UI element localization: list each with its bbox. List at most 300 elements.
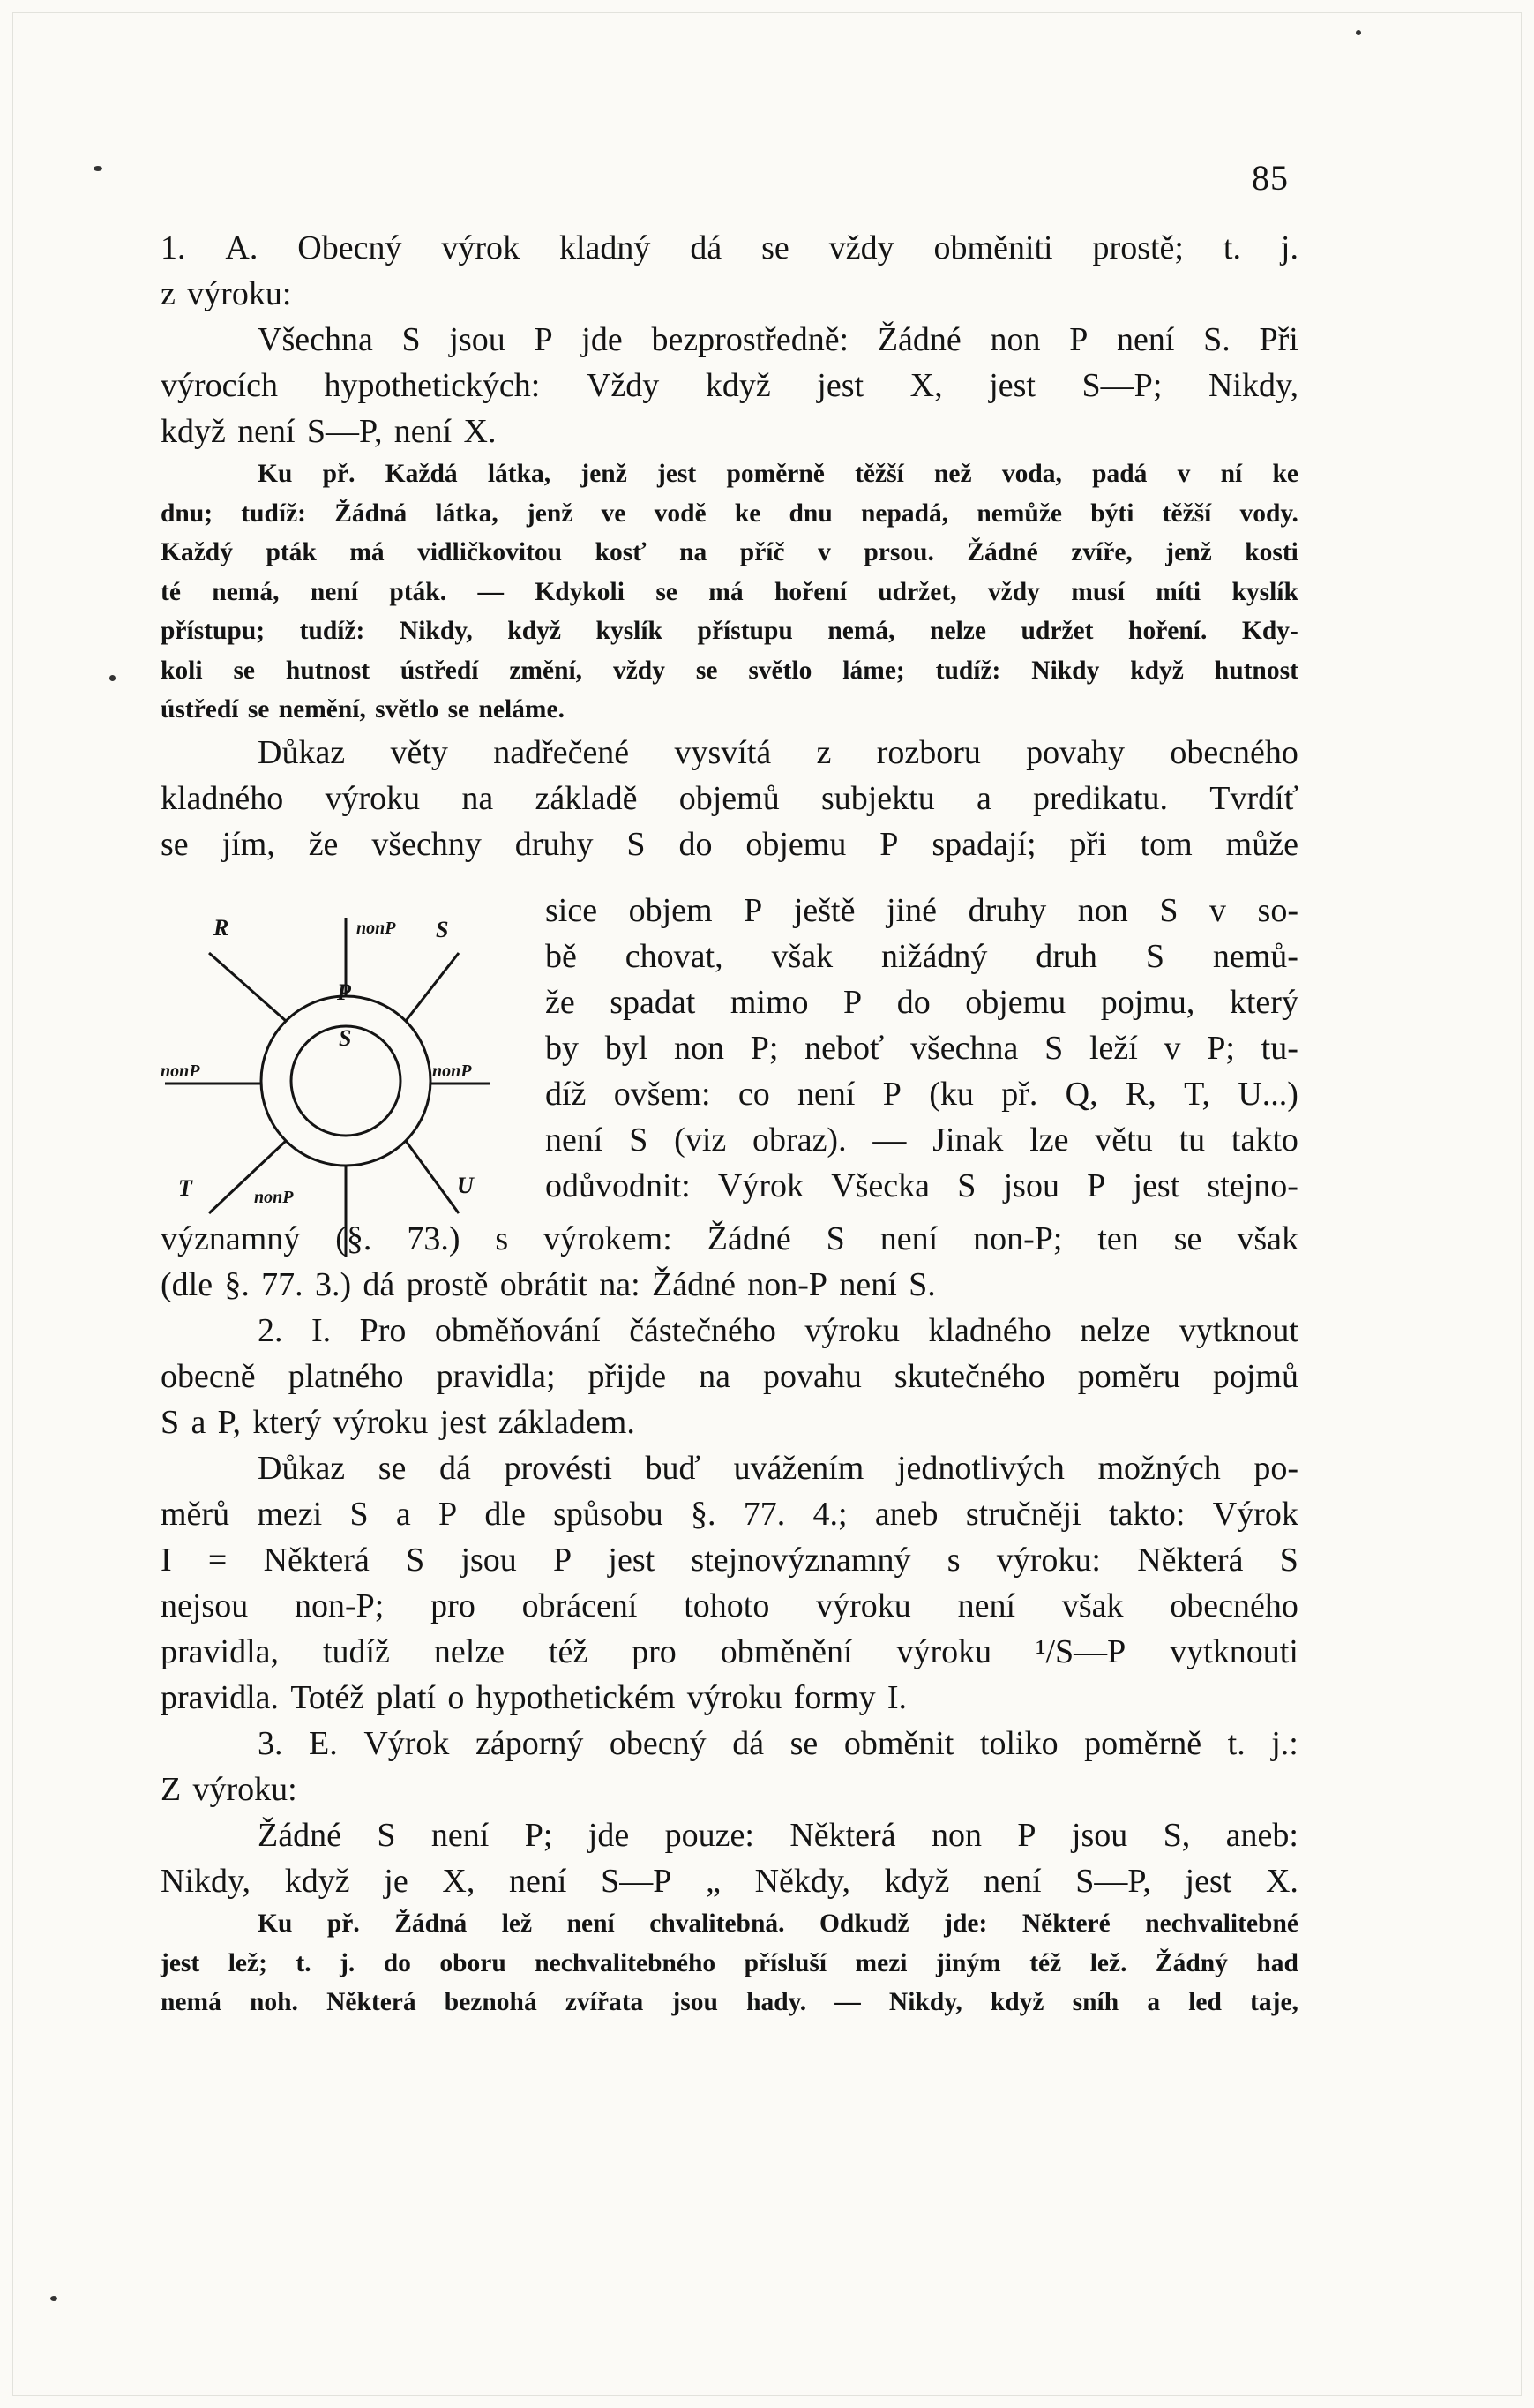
word: tudíž: [935,656,1001,685]
word: non-P [747,1266,828,1303]
word: platného [288,1358,404,1395]
word: v [1209,892,1226,929]
word: non [674,1030,724,1067]
text-line [161,1858,1298,1904]
label-s: S [339,1025,352,1051]
word: — [834,1988,861,2016]
word: nižádný [881,938,988,975]
word: obrátit [499,1266,587,1303]
word: jest [439,1404,487,1441]
right-column-line [545,1025,1298,1071]
word: obměňování [434,1312,601,1349]
word: a [191,1404,206,1441]
word: S [377,1817,396,1854]
word: výrok [441,229,520,266]
word: byl [604,1030,648,1067]
word: se [378,1450,407,1487]
word: těžší [855,460,904,488]
word: stejnovýznamný [691,1542,911,1579]
word: padá [1092,460,1148,488]
word: Důkaz [258,733,346,771]
word: povahu [762,1358,862,1395]
word: 1. [161,229,186,266]
text-line [161,1944,1298,1984]
word: — [872,1121,907,1159]
label-t: T [178,1175,192,1201]
word: P [1069,321,1089,358]
word: z [161,275,176,312]
word: Žádné [967,538,1038,566]
word: lež. [1089,1948,1127,1977]
word: Žádné [652,1266,736,1303]
right-column-line [545,979,1298,1025]
word: však [1061,1587,1124,1624]
text-line [161,494,1298,534]
word: není [1117,321,1175,358]
word: Výrok [1212,1496,1298,1533]
word: hoření. [1128,617,1208,645]
word: jest [608,1542,655,1579]
word: povahy [1026,733,1126,771]
word: pojmu, [1100,984,1195,1021]
word: př. [326,1909,360,1938]
word: dnu; [161,499,213,528]
word: Nikdy [1031,656,1100,685]
label-r: R [213,915,229,941]
label-p: P [337,979,351,1005]
print-speck [1356,30,1361,35]
word: 3. [258,1725,283,1762]
text-line [161,821,1298,867]
word: Nikdy, [399,617,473,645]
label-u: U [457,1173,474,1198]
label-nonp-right: nonP [432,1061,472,1081]
word: S—P; [1081,367,1163,404]
word: Jinak [932,1121,1004,1159]
word: objemu [745,825,847,863]
word: základě [535,779,638,817]
text-line [161,1583,1298,1629]
word: v [1164,1030,1181,1067]
word: vysvítá [674,733,772,771]
word: t. [296,1948,311,1977]
word: S [1044,1030,1064,1067]
word: Výrok [717,1167,804,1204]
word: jenž [1165,538,1212,566]
word: Pro [359,1312,407,1349]
right-column-line [545,1163,1298,1209]
word: základem. [498,1404,635,1441]
word: Některé [1021,1909,1111,1938]
word: není [509,1863,567,1900]
word: objem [628,892,713,929]
word: výroku [804,1312,900,1349]
word: měrů [161,1496,230,1533]
word: S [1279,1542,1298,1579]
word: též [1029,1948,1062,1977]
word: S [626,825,646,863]
word: částečného [629,1312,776,1349]
word: Někdy, [754,1863,850,1900]
word: když [705,367,771,404]
word: non [1077,892,1128,929]
word: není [545,1121,603,1159]
word: S [1145,938,1164,975]
word: na: [599,1266,640,1303]
word: bě [545,938,577,975]
word: Nikdy, [161,1863,251,1900]
word: jsou [460,1542,517,1579]
word: 4.; [812,1496,848,1533]
word: poměrně [726,460,825,488]
word: takto: [1108,1496,1186,1533]
word: — [477,577,504,606]
word: 73.) [407,1220,460,1257]
word: druh [1036,938,1097,975]
word: noh. [249,1988,298,2016]
word: který [1229,984,1298,1021]
text-line [161,730,1298,776]
word: a [395,1496,411,1533]
word: poměru [1077,1358,1180,1395]
text-line [161,690,1298,730]
word: P [879,825,899,863]
top-text-block [161,225,1298,867]
word: U...) [1238,1076,1298,1113]
right-column-line [545,888,1298,934]
word: kosti [1245,538,1298,566]
word: aneb [874,1496,939,1533]
word: §. [224,1266,250,1303]
word: Všecka [831,1167,931,1204]
word: Některá [1137,1542,1244,1579]
word: s [947,1542,961,1579]
word: Odkudž [819,1909,909,1938]
word: Obecný [297,229,402,266]
word: nemá [161,1988,221,2016]
word: když [990,1988,1044,2016]
word: 3.) [314,1266,352,1303]
word: mimo [730,984,809,1021]
word: kyslík [1231,577,1298,606]
word: tudíž [322,1633,390,1670]
word: Žádné [258,1817,341,1854]
word: není [797,1076,856,1113]
word: spadají; [932,825,1036,863]
label-s-top: S [436,917,449,942]
word: příč [739,538,785,566]
word: X. [1265,1863,1298,1900]
word: prostě; [1092,229,1184,266]
text-line [161,533,1298,573]
word: obecného [1170,1587,1298,1624]
word: pravidla; [436,1358,556,1395]
word: rozboru [876,733,981,771]
word: tom [1140,825,1193,863]
spoke-bottom-right [406,1141,459,1213]
word: ústředí [400,656,479,685]
word: co [737,1076,770,1113]
word: při [1069,825,1107,863]
word: poměrně [1084,1725,1202,1762]
word: stejno- [1207,1167,1298,1204]
word: věty [390,733,448,771]
word: X, [909,367,943,404]
word: není [393,413,453,450]
word: světlo [748,656,812,685]
text-line [161,776,1298,821]
word: výrocích [161,367,278,404]
word: dá [732,1725,765,1762]
word: P [553,1542,572,1579]
word: do [383,1948,411,1977]
word: na [699,1358,730,1395]
word: světlo [375,695,439,724]
word: P; [750,1030,779,1067]
word: S—P, [1075,1863,1151,1900]
word: P, [217,1404,242,1441]
word: se [789,1725,819,1762]
word: těžší [1162,499,1212,528]
word: non-P; [295,1587,385,1624]
word: láme; [842,656,905,685]
word: se [655,577,677,606]
word: pták. [389,577,447,606]
word: j. [340,1948,355,1977]
word: pro [632,1633,677,1670]
text-line [161,611,1298,651]
word: výroku [325,779,421,817]
bottom-text-block [161,1216,1298,2022]
word: vodě [654,499,707,528]
word: hypothetických: [324,367,541,404]
word: není [430,1817,490,1854]
word: nechvalitebného [535,1948,716,1977]
word: díž [545,1076,587,1113]
text-line [161,1354,1298,1399]
word: ještě [793,892,856,929]
word: so- [1257,892,1298,929]
word: pták [266,538,317,566]
text-line [161,454,1298,494]
word: Některá [263,1542,370,1579]
word: o [447,1679,465,1716]
word: obměniti [933,229,1053,266]
right-column-text [545,888,1298,1209]
word: formy [793,1679,876,1716]
word: t. [1223,229,1241,266]
word: druhy [514,825,594,863]
word: by [545,1030,579,1067]
word: jde: [944,1909,988,1938]
text-line [161,1308,1298,1354]
text-line [161,363,1298,409]
word: výroku: [996,1542,1101,1579]
word: hutnost [1214,656,1298,685]
word: predikatu. [1033,779,1169,817]
word: jest [1133,1167,1180,1204]
word: není [310,577,358,606]
word: dá [439,1450,471,1487]
word: se [161,825,189,863]
word: S [349,1496,369,1533]
word: Q, [1065,1076,1098,1113]
word: s [495,1220,509,1257]
word: jde [581,321,623,358]
word: Žádná [334,499,408,528]
text-line [161,317,1298,363]
word: lze [1029,1121,1069,1159]
word: I [161,1542,172,1579]
word: pravidla. [161,1679,280,1716]
word: P [843,984,863,1021]
word: tu [1179,1121,1206,1159]
word: jest [989,367,1036,404]
word: výroku [896,1633,992,1670]
word: leží [1089,1030,1138,1067]
word: non [931,1817,982,1854]
word: pouze: [664,1817,754,1854]
word: musí [1071,577,1125,606]
word: bezprostředně: [651,321,849,358]
word: = [207,1542,228,1579]
word: jsou [1071,1817,1128,1854]
word: obrácení [521,1587,638,1624]
word: vidličkovitou [417,538,563,566]
word: beznohá [444,1988,537,2016]
text-line [161,1629,1298,1675]
word: sice [545,892,598,929]
word: E. [309,1725,338,1762]
word: (ku [929,1076,974,1113]
word: udržet, [878,577,957,606]
word: neláme. [478,695,565,724]
word: I. [887,1679,908,1716]
word: jsou [1003,1167,1059,1204]
word: P [1087,1167,1106,1204]
word: jest [1185,1863,1232,1900]
word: přístupu [697,617,793,645]
word: S [957,1167,977,1204]
word: S. [1203,321,1231,358]
word: had [1256,1948,1298,1977]
word: kladného [928,1312,1051,1349]
page-number: 85 [1252,158,1289,198]
word: tudíž: [299,617,365,645]
word: nelze [1080,1312,1151,1349]
word: vytknout [1179,1312,1298,1349]
word: R, [1125,1076,1156,1113]
word: do [896,984,931,1021]
word: hypothetickém [475,1679,676,1716]
word: kladného [161,779,284,817]
word: jiné [887,892,938,929]
word: mezi [855,1948,908,1977]
word: Žádné [877,321,962,358]
word: tu- [1261,1030,1298,1067]
word: však [771,938,834,975]
word: Žádná [394,1909,468,1938]
word: jsou [449,321,505,358]
word: vždy [612,656,665,685]
word: non-P; [973,1220,1063,1257]
word: na [679,538,707,566]
print-speck [109,675,116,681]
word: P; [524,1817,553,1854]
word: S—P [601,1863,672,1900]
word: vody. [1239,499,1298,528]
word: Žádné [707,1220,791,1257]
word: P; [1207,1030,1235,1067]
word: míti [1156,577,1201,606]
word: P [438,1496,458,1533]
word: (§. [335,1220,372,1257]
word: přísluší [744,1948,827,1977]
word: subjektu [820,779,935,817]
word: který [252,1404,322,1441]
spoke-top-right [406,953,459,1021]
word: tudíž: [241,499,306,528]
word: jím, [221,825,275,863]
word: není [839,1266,897,1303]
word: Tvrdíť [1209,779,1298,817]
word: S, [1163,1817,1191,1854]
spoke-top-left [209,953,286,1021]
word: ke [734,499,761,528]
word: X, [442,1863,475,1900]
word: Kdykoli [535,577,625,606]
print-speck [50,2296,57,2301]
word: nechvalitebné [1145,1909,1298,1938]
word: obraz). [752,1121,847,1159]
word: ní [1220,460,1243,488]
word: ¹/S—P [1036,1633,1126,1670]
text-line [161,1675,1298,1721]
word: jenž [580,460,627,488]
word: se [247,695,270,724]
word: obecně [161,1358,256,1395]
word: „ [706,1863,721,1900]
right-column-line [545,934,1298,979]
word: vždy [987,577,1040,606]
word: 77. [261,1266,303,1303]
text-line [161,271,1298,317]
word: jest [161,1948,200,1977]
word: se [1173,1220,1202,1257]
outer-circle-p [261,996,430,1166]
word: pojmů [1212,1358,1298,1395]
word: nejsou [161,1587,249,1624]
word: ovšem: [613,1076,711,1113]
word: změní, [509,656,583,685]
word: Důkaz [258,1450,346,1487]
word: do [678,825,713,863]
word: všechna [909,1030,1019,1067]
word: X. [463,413,497,450]
word: př. [1001,1076,1038,1113]
word: buď [645,1450,701,1487]
word: non [990,321,1041,358]
word: kladný [558,229,651,266]
word: není [957,1587,1016,1624]
word: P [1017,1817,1036,1854]
word: 2. [258,1312,283,1349]
word: se [695,656,718,685]
word: prsou. [864,538,934,566]
text-line [161,1491,1298,1537]
word: pro [430,1587,475,1624]
word: jiným [935,1948,1001,1977]
